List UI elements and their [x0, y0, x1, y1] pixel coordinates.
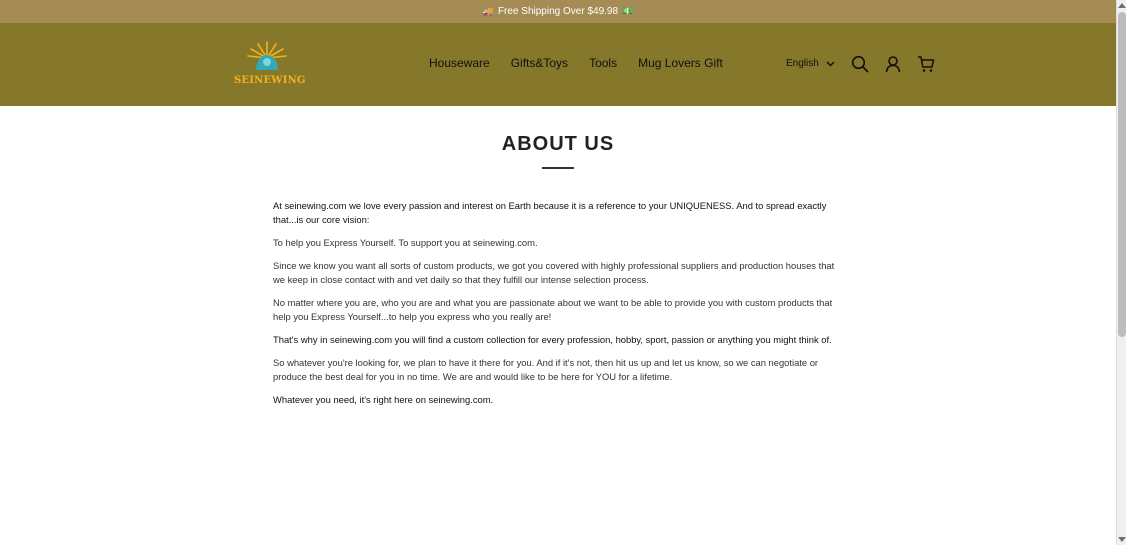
scroll-thumb[interactable]: [1118, 12, 1126, 337]
announcement-bar: [0, 0, 1116, 23]
nav-item-tools[interactable]: Tools: [589, 56, 618, 70]
site-header: [0, 23, 1116, 106]
about-paragraph: So whatever you're looking for, we plan to have it there for you. And if it's not, then hit us up and let us know, so we can negotiate or produce the best deal for you in no time. We are and would like to be here for YOU for a lifetime.: [273, 357, 819, 382]
title-divider: [542, 167, 574, 169]
scroll-up-arrow-icon[interactable]: [1118, 3, 1126, 8]
logo[interactable]: [234, 40, 306, 88]
about-paragraph: At seinewing.com we love every passion and interest on Earth because it is a reference to your UNIQUENESS. And to spread exactly that...is our core vision:: [273, 200, 827, 225]
language-label: English: [786, 58, 819, 69]
money-emoji-icon: 💵: [622, 6, 634, 16]
logo-text: SEINEWING: [234, 75, 306, 86]
main-nav: [429, 56, 723, 70]
about-paragraph: Whatever you need, it's right here on seinewing.com.: [273, 394, 494, 405]
cart-icon[interactable]: [917, 55, 935, 73]
page-scrollbar[interactable]: [1116, 0, 1126, 545]
about-paragraph: That's why in seinewing.com you will find a custom collection for every profession, hobby, sport, passion or anything you might think of.: [273, 334, 832, 345]
truck-emoji-icon: 🚚: [482, 6, 494, 16]
scroll-down-arrow-icon[interactable]: [1118, 537, 1126, 542]
nav-item-houseware[interactable]: Houseware: [429, 56, 490, 70]
about-paragraph: To help you Express Yourself. To support you at seinewing.com.: [273, 237, 538, 248]
announcement-text: Free Shipping Over $49.98: [497, 6, 619, 17]
about-content: [273, 199, 841, 416]
chevron-down-icon: [826, 61, 835, 67]
page-title: ABOUT US: [501, 133, 615, 155]
language-selector[interactable]: [786, 58, 835, 69]
about-paragraph: No matter where you are, who you are and what you are passionate about we want to be able to provide you with custom products that help you Express Yourself...to help you express who you really are!: [273, 297, 833, 322]
logo-mark-icon: [234, 40, 300, 76]
search-icon[interactable]: [851, 55, 869, 73]
nav-item-gifts-toys[interactable]: Gifts&Toys: [510, 56, 569, 70]
about-paragraph: Since we know you want all sorts of custom products, we got you covered with highly professional suppliers and production houses that we keep in close contact with and vet daily so that they fulfill our intense selection process.: [273, 260, 835, 285]
nav-item-mug-lovers-gift[interactable]: Mug Lovers Gift: [638, 56, 723, 70]
account-icon[interactable]: [884, 55, 902, 73]
